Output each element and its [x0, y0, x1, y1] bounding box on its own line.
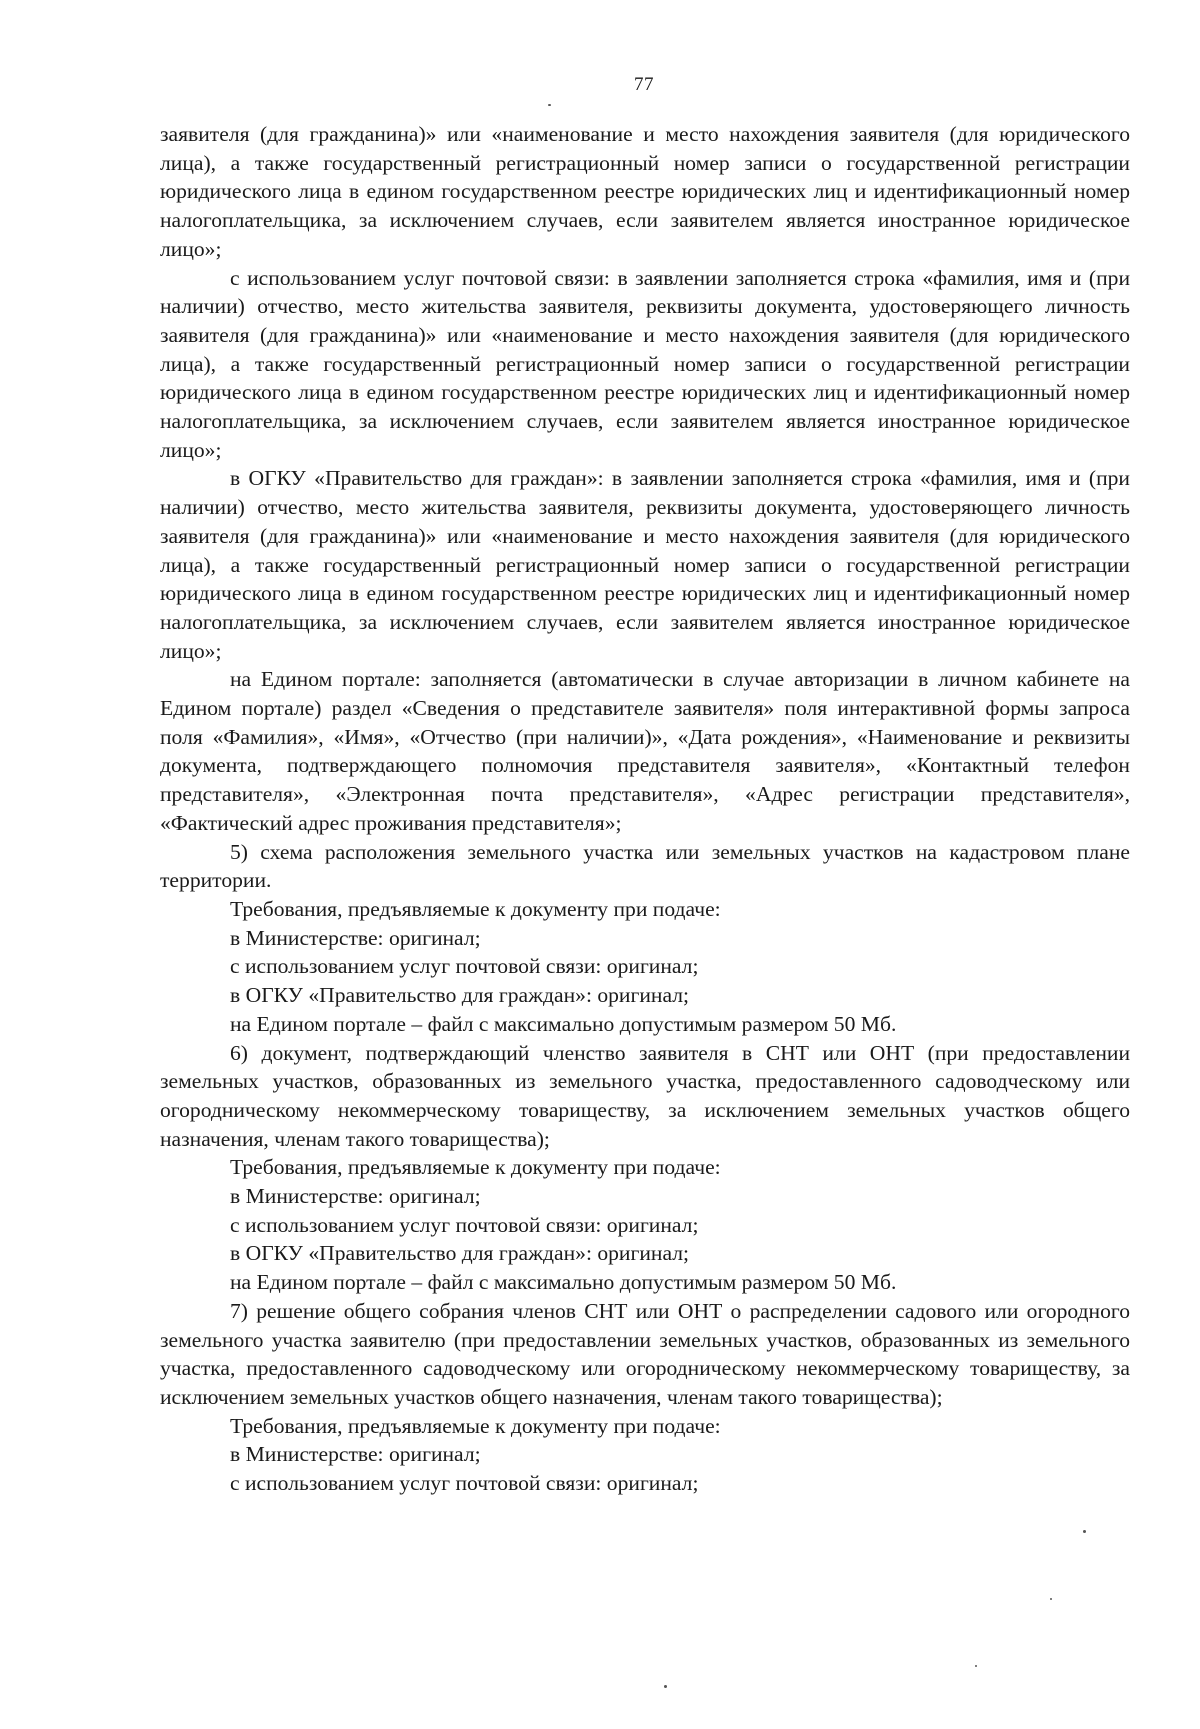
paragraph-item-6: 6) документ, подтверждающий членство заявителя в СНТ или ОНТ (при предоставлении земельных участков, образованных из земельного участка, предоставленного садоводческому или огородническому некоммерческому товариществу, за исключением земельных участков общего назначения, членам такого товарищества);: [160, 1040, 1130, 1151]
paragraph-requirements-heading: Требования, предъявляемые к документу при подаче:: [230, 1413, 721, 1438]
scan-speck: [1050, 1598, 1052, 1600]
scan-speck: [548, 104, 551, 106]
paragraph-unified-portal: на Едином портале: заполняется (автоматически в случае авторизации в личном кабинете на Едином портале) раздел «Сведения о представителе заявителя» поля интерактивной формы запроса поля «Фамилия», «Имя», «Отчество (при наличии)», «Дата рождения», «Наименование и реквизиты документа, подтверждающего полномочия представителя заявителя», «Контактный телефон представителя», «Электронная почта представителя», «Адрес регистрации представителя», «Фактический адрес проживания представителя»;: [160, 667, 1130, 835]
paragraph-ogku: в ОГКУ «Правительство для граждан»: в заявлении заполняется строка «фамилия, имя и (при наличии) отчество, место жительства заявителя, реквизиты документа, удостоверяющего личность заявителя (для гражданина)» или «наименование и место нахождения заявителя (для юридического лица), а также государственный регистрационный номер записи о государственной регистрации юридического лица в едином государственном реестре юридических лиц и идентификационный номер налогоплательщика, за исключением случаев, если заявителем является иностранное юридическое лицо»;: [160, 466, 1130, 663]
paragraph-requirement-ogku: в ОГКУ «Правительство для граждан»: оригинал;: [230, 983, 690, 1008]
paragraph-requirement-postal: с использованием услуг почтовой связи: оригинал;: [230, 954, 699, 979]
scan-speck: [664, 1685, 667, 1688]
scan-speck: [975, 1665, 977, 1667]
paragraph-item-7: 7) решение общего собрания членов СНТ или ОНТ о распределении садового или огородного земельного участка заявителю (при предоставлении земельных участков, образованных из земельного участка, предоставленного садоводческому или огородническому некоммерческому товариществу, за исключением земельных участков общего назначения, членам такого товарищества);: [160, 1298, 1130, 1409]
paragraph-requirement-ministry: в Министерстве: оригинал;: [230, 1442, 481, 1467]
paragraph-requirement-ogku: в ОГКУ «Правительство для граждан»: оригинал;: [230, 1241, 690, 1266]
paragraph-requirement-portal: на Едином портале – файл с максимально допустимым размером 50 Мб.: [230, 1270, 897, 1295]
paragraph-requirement-ministry: в Министерстве: оригинал;: [230, 925, 481, 950]
page-number: 77: [634, 74, 654, 95]
paragraph-requirement-postal: с использованием услуг почтовой связи: оригинал;: [230, 1212, 699, 1237]
paragraph-continuation: заявителя (для гражданина)» или «наименование и место нахождения заявителя (для юридического лица), а также государственный регистрационный номер записи о государственной регистрации юридического лица в едином государственном реестре юридических лиц и идентификационный номер налогоплательщика, за исключением случаев, если заявителем является иностранное юридическое лицо»;: [160, 122, 1130, 261]
scan-speck: [1083, 1530, 1086, 1533]
paragraph-item-5: 5) схема расположения земельного участка или земельных участков на кадастровом плане территории.: [160, 839, 1130, 893]
paragraph-requirement-ministry: в Министерстве: оригинал;: [230, 1184, 481, 1209]
paragraph-requirement-postal: с использованием услуг почтовой связи: оригинал;: [230, 1471, 699, 1496]
paragraph-requirements-heading: Требования, предъявляемые к документу при подаче:: [230, 1155, 721, 1180]
document-body: [160, 120, 1130, 1498]
paragraph-requirements-heading: Требования, предъявляемые к документу при подаче:: [230, 896, 721, 921]
paragraph-postal-service: с использованием услуг почтовой связи: в заявлении заполняется строка «фамилия, имя и (при наличии) отчество, место жительства заявителя, реквизиты документа, удостоверяющего личность заявителя (для гражданина)» или «наименование и место нахождения заявителя (для юридического лица), а также государственный регистрационный номер записи о государственной регистрации юридического лица в едином государственном реестре юридических лиц и идентификационный номер налогоплательщика, за исключением случаев, если заявителем является иностранное юридическое лицо»;: [160, 265, 1130, 462]
paragraph-requirement-portal: на Едином портале – файл с максимально допустимым размером 50 Мб.: [230, 1011, 897, 1036]
